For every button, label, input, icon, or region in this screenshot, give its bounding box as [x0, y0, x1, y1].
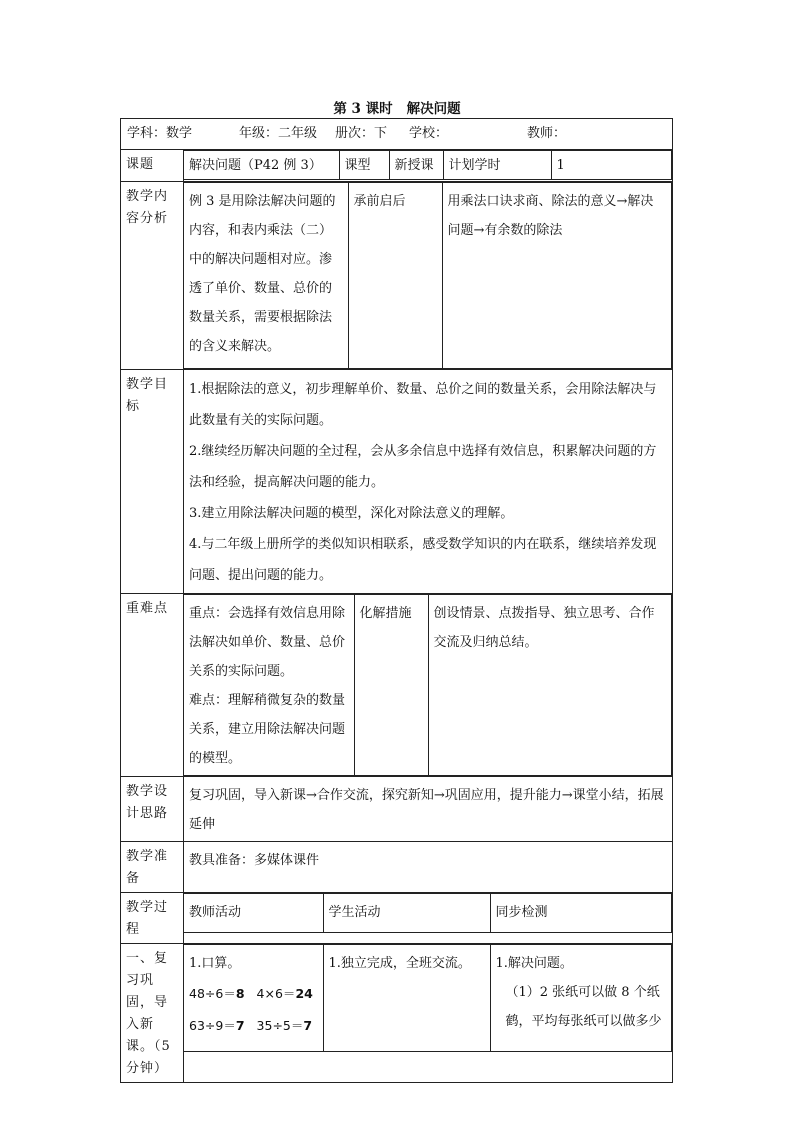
lesson-topic: 解决问题 [406, 101, 461, 117]
goal-item: 2.继续经历解决问题的全过程，会从多余信息中选择有效信息，积累解决问题的方法和经验，提高解决问题的能力。 [189, 444, 657, 490]
design-label: 教学设计思路 [121, 777, 184, 842]
topic-value: 解决问题（P42 例 3） [184, 151, 339, 180]
goals-label: 教学目标 [121, 370, 184, 594]
design-row [121, 777, 673, 842]
calc-question: 35÷5＝ [256, 1018, 304, 1033]
analysis-text: 例 3 是用除法解决问题的内容，和表内乘法（二）中的解决问题相对应。渗透了单价、数量、总价的数量关系，需要根据除法的含义来解决。 [184, 183, 348, 369]
analysis-row [121, 182, 673, 370]
oral-calc-title: 1.口算。 [189, 956, 241, 971]
process-label: 教学过程 [121, 893, 184, 944]
lesson-type-value: 新授课 [389, 151, 443, 180]
calc-answer: 7 [235, 1018, 245, 1033]
grade-field: 年级：二年级 [239, 126, 318, 141]
teacher-field: 教师： [527, 126, 567, 141]
calc-question: 48÷6＝ [189, 986, 236, 1001]
calc-question: 4×6＝ [256, 986, 296, 1001]
sync-check-text: （1）2 张纸可以做 8 个纸鹤，平均每张纸可以做多少 [505, 985, 662, 1029]
resolution-text: 创设情景、点拨指导、独立思考、合作交流及归纳总结。 [428, 595, 672, 776]
calc-answer: 7 [303, 1018, 313, 1033]
goal-item: 1.根据除法的意义，初步理解单价、数量、总价之间的数量关系，会用除法解决与此数量有关的实际问题。 [189, 382, 657, 428]
continuity-text: 用乘法口诀求商、除法的意义→解决问题→有余数的除法 [442, 183, 672, 369]
prep-row [121, 842, 673, 893]
subject-field: 学科：数学 [127, 126, 193, 141]
difficulty-label: 重难点 [121, 594, 184, 777]
goal-item: 3.建立用除法解决问题的模型，深化对除法意义的理解。 [189, 506, 514, 521]
page-title [0, 97, 794, 117]
goals-row [121, 370, 673, 594]
key-point-text: 重点：会选择有效信息用除法解决如单价、数量、总价关系的实际问题。 [189, 606, 346, 679]
resolution-label: 化解措施 [354, 595, 428, 776]
prep-label: 教学准备 [121, 842, 184, 893]
student-activity-text: 1.独立完成，全班交流。 [323, 945, 490, 1052]
calc-line [189, 1010, 318, 1042]
lesson-number: 第 3 课时 [333, 101, 393, 117]
sync-check-title: 1.解决问题。 [495, 956, 573, 971]
topic-label: 课题 [121, 150, 184, 182]
calc-answer: 24 [295, 986, 313, 1001]
lesson-type-label: 课型 [339, 151, 389, 180]
hard-point-text: 难点：理解稍微复杂的数量关系，建立用除法解决问题的模型。 [189, 693, 346, 766]
step-row [121, 944, 673, 1083]
lesson-plan-table [120, 118, 673, 1083]
sync-check-header: 同步检测 [490, 894, 672, 933]
school-field: 学校： [409, 126, 449, 141]
teacher-activity-header: 教师活动 [184, 894, 323, 933]
goal-item: 4.与二年级上册所学的类似知识相联系，感受数学知识的内在联系，继续培养发现问题、提出问题的能力。 [189, 537, 657, 583]
topic-row [121, 150, 673, 182]
step-label: 一、复习巩固，导入新课。（5 分钟） [121, 944, 184, 1083]
difficulty-row [121, 594, 673, 777]
calc-line [189, 978, 318, 1010]
student-activity-header: 学生活动 [323, 894, 490, 933]
continuity-label: 承前启后 [348, 183, 442, 369]
process-header-row [121, 893, 673, 944]
planned-hours-value: 1 [551, 151, 672, 180]
calc-question: 63÷9＝ [189, 1018, 236, 1033]
volume-field: 册次：下 [335, 126, 388, 141]
analysis-label: 教学内容分析 [121, 182, 184, 370]
prep-text: 教具准备：多媒体课件 [184, 842, 673, 893]
info-row [121, 119, 673, 150]
planned-hours-label: 计划学时 [443, 151, 551, 180]
design-text: 复习巩固，导入新课→合作交流，探究新知→巩固应用，提升能力→课堂小结，拓展延伸 [184, 777, 673, 842]
calc-answer: 8 [235, 986, 245, 1001]
